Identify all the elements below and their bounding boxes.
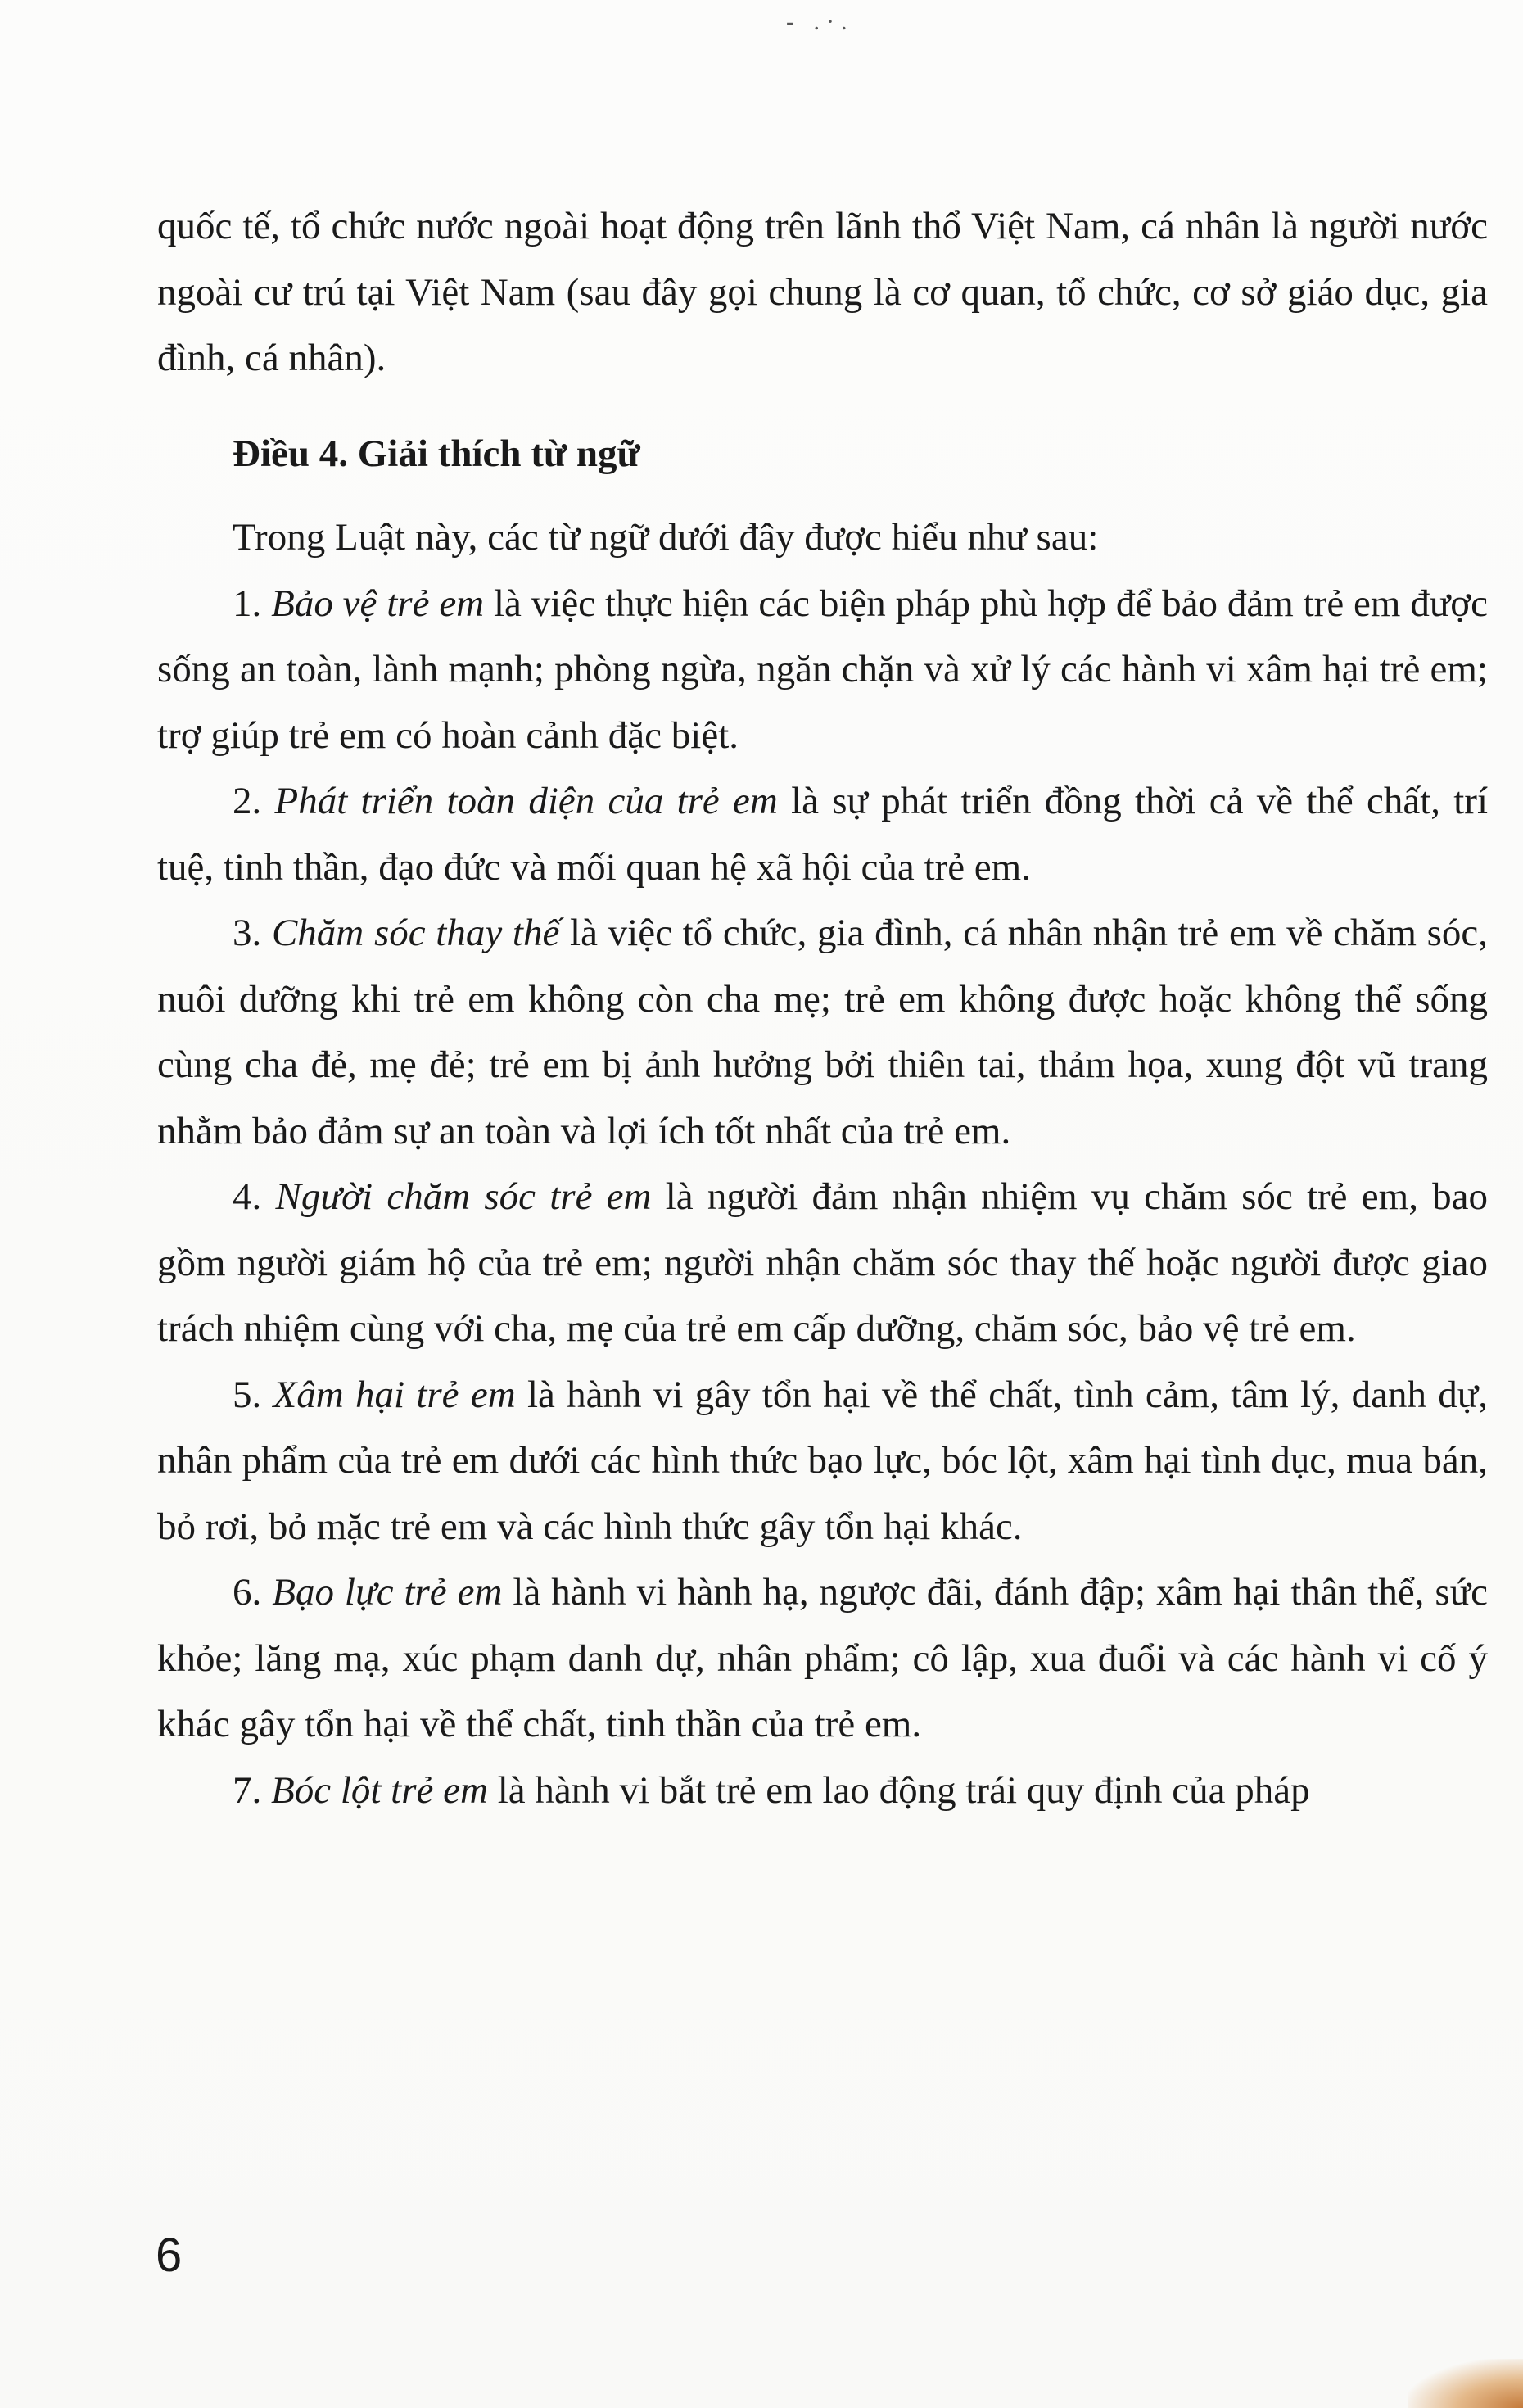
page-number: 6 xyxy=(156,2229,183,2282)
defined-term: Người chăm sóc trẻ em xyxy=(275,1175,652,1218)
item-number: 2. xyxy=(233,780,262,822)
definition-item xyxy=(157,1758,1488,1824)
definition-item xyxy=(157,768,1488,900)
article-heading: Điều 4. Giải thích từ ngữ xyxy=(233,432,640,475)
defined-term: Bảo vệ trẻ em xyxy=(271,582,485,625)
definition-item xyxy=(157,1559,1488,1758)
definition-item xyxy=(157,571,1488,769)
defined-term: Chăm sóc thay thế xyxy=(271,912,560,954)
continuation-paragraph: quốc tế, tổ chức nước ngoài hoạt động trên lãnh thổ Việt Nam, cá nhân là người nước ngoài cư trú tại Việt Nam (sau đây gọi chung là cơ quan, tổ chức, cơ sở giáo dục, gia đình, cá nhân). xyxy=(157,205,1488,379)
definition-text: là người đảm nhận nhiệm vụ chăm sóc trẻ em, bao gồm người giám hộ của trẻ em; người nhận chăm sóc thay thế hoặc người được giao trách nhiệm cùng với cha, mẹ của trẻ em cấp dưỡng, chăm sóc, bảo vệ trẻ em. xyxy=(157,1175,1489,1350)
book-edge-shadow xyxy=(1408,2359,1523,2408)
definition-item xyxy=(157,1362,1488,1560)
definition-item xyxy=(157,1164,1488,1362)
definition-text: là việc tổ chức, gia đình, cá nhân nhận trẻ em về chăm sóc, nuôi dưỡng khi trẻ em không còn cha mẹ; trẻ em không được hoặc không thể sống cùng cha đẻ, mẹ đẻ; trẻ em bị ảnh hưởng bởi thiên tai, thảm họa, xung đột vũ trang nhằm bảo đảm sự an toàn và lợi ích tốt nhất của trẻ em. xyxy=(157,912,1489,1152)
item-number: 5. xyxy=(233,1373,262,1416)
page-text xyxy=(157,193,1488,1823)
defined-term: Xâm hại trẻ em xyxy=(273,1373,516,1416)
item-number: 1. xyxy=(233,582,262,625)
item-number: 7. xyxy=(233,1768,262,1812)
item-number: 6. xyxy=(233,1571,262,1614)
definition-text: là việc thực hiện các biện pháp phù hợp để bảo đảm trẻ em được sống an toàn, lành mạnh; phòng ngừa, ngăn chặn và xử lý các hành vi xâm hại trẻ em; trợ giúp trẻ em có hoàn cảnh đặc biệt. xyxy=(157,582,1489,757)
item-number: 3. xyxy=(233,912,262,954)
defined-term: Phát triển toàn diện của trẻ em xyxy=(274,780,778,822)
definition-text: là hành vi hành hạ, ngược đãi, đánh đập; xâm hại thân thể, sức khỏe; lăng mạ, xúc phạm danh dự, nhân phẩm; cô lập, xua đuổi và các hành vi cố ý khác gây tổn hại về thể chất, tinh thần của trẻ em. xyxy=(157,1571,1489,1745)
definition-text: là hành vi bắt trẻ em lao động trái quy định của pháp xyxy=(497,1768,1310,1812)
defined-term: Bạo lực trẻ em xyxy=(272,1571,503,1614)
definition-text: là sự phát triển đồng thời cả về thể chất, trí tuệ, tinh thần, đạo đức và mối quan hệ xã hội của trẻ em. xyxy=(157,780,1489,889)
definition-text: là hành vi gây tổn hại về thể chất, tình cảm, tâm lý, danh dự, nhân phẩm của trẻ em dưới các hình thức bạo lực, bóc lột, xâm hại tình dục, mua bán, bỏ rơi, bỏ mặc trẻ em và các hình thức gây tổn hại khác. xyxy=(157,1373,1488,1548)
article-intro: Trong Luật này, các từ ngữ dưới đây được hiểu như sau: xyxy=(233,516,1099,559)
definition-item xyxy=(157,900,1488,1164)
item-number: 4. xyxy=(233,1175,262,1218)
print-marks: - .·. xyxy=(786,8,854,35)
defined-term: Bóc lột trẻ em xyxy=(271,1768,488,1812)
